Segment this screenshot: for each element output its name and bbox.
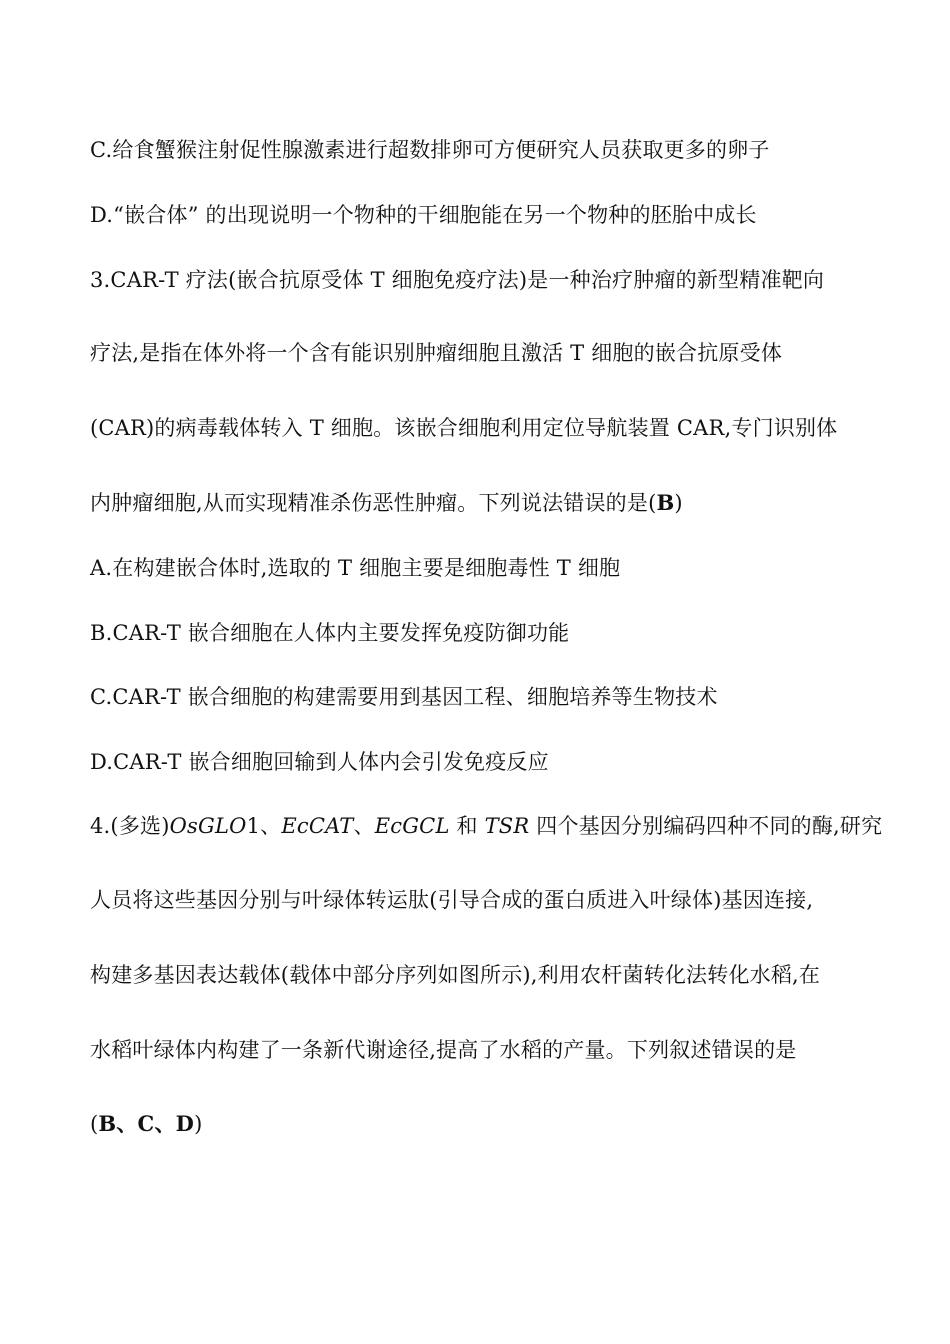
q3-stem-line-3: (CAR)的病毒载体转入 T 细胞。该嵌合细胞利用定位导航装置 CAR,专门识别体 [90,416,838,440]
q3-stem-text: 内肿瘤细胞,从而实现精准杀伤恶性肿瘤。下列说法错误的是( [90,491,657,515]
q3-option-a: A.在构建嵌合体时,选取的 T 细胞主要是细胞毒性 T 细胞 [90,556,621,580]
q4-answer-line [90,1110,865,1138]
q4-gene-ecgcl: EcGCL [374,814,450,838]
q4-answer-close: ) [194,1112,203,1136]
q3-answer: B [656,490,675,515]
q4-stem-line-1 [90,812,883,840]
q3-stem-close: ) [674,491,683,515]
q2-option-c: C.给食蟹猴注射促性腺激素进行超数排卵可方便研究人员获取更多的卵子 [90,138,770,162]
q4-stem-line-3: 构建多基因表达载体(载体中部分序列如图所示),利用农杆菌转化法转化水稻,在 [90,963,821,987]
q4-gene-osglo: OsGLO [169,814,247,838]
q4-prefix: 4.(多选) [90,814,170,838]
q4-stem-line-1-rest: 四个基因分别编码四种不同的酶,研究 [529,814,883,838]
q4-stem-line-2: 人员将这些基因分别与叶绿体转运肽(引导合成的蛋白质进入叶绿体)基因连接, [90,888,814,912]
q3-option-c: C.CAR-T 嵌合细胞的构建需要用到基因工程、细胞培养等生物技术 [90,685,718,709]
q4-stem-line-4: 水稻叶绿体内构建了一条新代谢途径,提高了水稻的产量。下列叙述错误的是 [90,1038,797,1062]
q3-stem-line-4 [90,489,865,517]
q3-option-d: D.CAR-T 嵌合细胞回输到人体内会引发免疫反应 [90,750,549,774]
q4-separator-2: 、 [353,814,375,838]
q4-separator-3: 和 [449,814,485,838]
q4-answer: B、C、D [98,1111,195,1136]
q3-option-b: B.CAR-T 嵌合细胞在人体内主要发挥免疫防御功能 [90,621,570,645]
q4-gene-eccat: EcCAT [281,814,354,838]
q4-answer-open: ( [90,1112,99,1136]
q3-stem-line-1: 3.CAR-T 疗法(嵌合抗原受体 T 细胞免疫疗法)是一种治疗肿瘤的新型精准靶向 [90,268,825,292]
q2-option-d: D.“嵌合体” 的出现说明一个物种的干细胞能在另一个物种的胚胎中成长 [90,203,757,227]
q4-gene-osglo-suffix: 1、 [246,814,282,838]
q4-gene-tsr: TSR [484,814,530,838]
q3-stem-line-2: 疗法,是指在体外将一个含有能识别肿瘤细胞且激活 T 细胞的嵌合抗原受体 [90,341,783,365]
